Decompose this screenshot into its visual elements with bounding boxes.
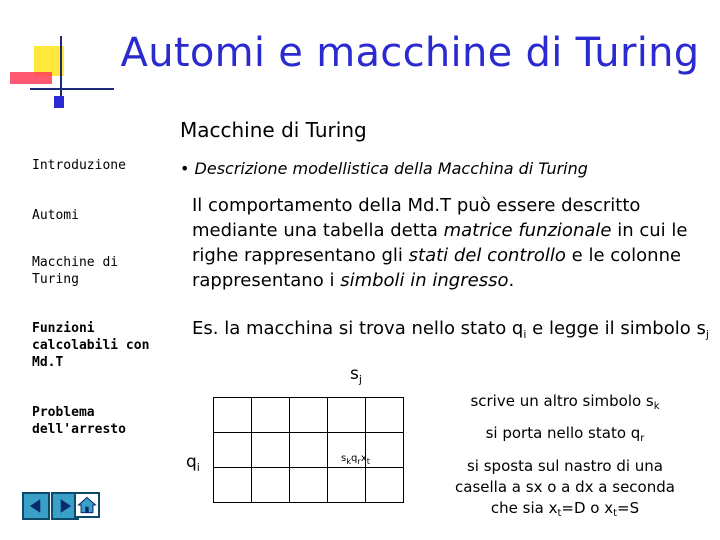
table-cell bbox=[290, 468, 328, 503]
cell-x: x bbox=[360, 453, 367, 464]
functional-matrix bbox=[213, 397, 404, 503]
slide-title: Automi e macchine di Turing bbox=[120, 30, 700, 76]
row-label-sub: i bbox=[196, 461, 200, 474]
column-label-sub: j bbox=[358, 373, 362, 386]
table-cell bbox=[214, 433, 252, 468]
table-row bbox=[214, 398, 404, 433]
logo-red-bar bbox=[10, 72, 52, 84]
action-state-sub: r bbox=[640, 433, 645, 444]
para1-italic-f: simboli in ingresso bbox=[340, 270, 509, 291]
logo-blue-square bbox=[54, 96, 64, 108]
para1-text-g: . bbox=[508, 270, 515, 291]
action-move-text-a: che sia x bbox=[490, 499, 558, 517]
action-state bbox=[450, 424, 680, 444]
para1-text-e: e le colonne rappresentano i bbox=[192, 245, 682, 291]
para2-text-a: Es. la macchina si trova nello stato q bbox=[192, 318, 524, 339]
previous-button[interactable] bbox=[22, 492, 50, 520]
home-icon bbox=[76, 494, 98, 516]
action-write bbox=[440, 392, 690, 412]
row-label-q: q bbox=[186, 452, 197, 472]
action-move-line1: si sposta sul nastro di una bbox=[466, 457, 664, 475]
para1-italic-d: stati del controllo bbox=[408, 245, 566, 266]
action-move bbox=[440, 456, 690, 524]
table-row bbox=[214, 468, 404, 503]
table-cell bbox=[366, 398, 404, 433]
action-move-line3 bbox=[440, 498, 690, 524]
column-label bbox=[350, 364, 362, 386]
paragraph-description bbox=[192, 193, 712, 293]
table-cell bbox=[214, 468, 252, 503]
action-write-sub: k bbox=[653, 401, 660, 412]
logo-horizontal-line bbox=[30, 88, 114, 90]
table-cell bbox=[290, 398, 328, 433]
table-cell bbox=[328, 398, 366, 433]
table-cell bbox=[252, 398, 290, 433]
nav-item-funzioni-calcolabili[interactable]: Funzioni calcolabili con Md.T bbox=[32, 321, 150, 370]
table-cell bbox=[290, 433, 328, 468]
action-move-text-b: =D o x bbox=[561, 499, 614, 517]
table-cell bbox=[366, 468, 404, 503]
cell-sub-k: k bbox=[346, 456, 352, 466]
table-cell bbox=[366, 433, 404, 468]
cell-s: s bbox=[341, 453, 347, 464]
nav-item-automi[interactable]: Automi bbox=[32, 208, 79, 223]
table-cell bbox=[328, 468, 366, 503]
nav-item-introduzione[interactable]: Introduzione bbox=[32, 158, 126, 173]
nav-item-problema-arresto[interactable]: Problema dell'arresto bbox=[32, 405, 126, 437]
decorative-logo bbox=[0, 0, 120, 120]
para1-text-c: in cui le righe rappresentano gli bbox=[192, 220, 688, 266]
table-cell bbox=[214, 398, 252, 433]
paragraph-example bbox=[192, 316, 712, 347]
bullet-point: • Descrizione modellistica della Macchina di Turing bbox=[180, 159, 588, 178]
para2-sub-i: i bbox=[523, 328, 527, 341]
action-state-text: si porta nello stato q bbox=[485, 424, 641, 442]
table-cell bbox=[252, 433, 290, 468]
home-button[interactable] bbox=[74, 492, 100, 518]
row-label bbox=[186, 452, 200, 474]
action-move-sub1: t bbox=[557, 508, 562, 519]
nav-item-macchine-di-turing[interactable]: Macchine di Turing bbox=[32, 255, 119, 287]
cell-sub-t: t bbox=[366, 456, 371, 466]
table-row bbox=[214, 433, 404, 468]
column-label-s: s bbox=[350, 364, 359, 384]
cell-sub-r: r bbox=[357, 456, 361, 466]
para1-italic-b: matrice funzionale bbox=[443, 220, 612, 241]
para1-text-a: Il comportamento della Md.T può essere descritto mediante una tabella detta bbox=[192, 195, 641, 241]
left-arrow-icon bbox=[24, 494, 48, 518]
action-write-text: scrive un altro simbolo s bbox=[470, 392, 654, 410]
para2-text-b: e legge il simbolo s bbox=[526, 318, 706, 339]
para2-sub-j: j bbox=[705, 328, 709, 341]
slide-subtitle: Macchine di Turing bbox=[180, 118, 367, 142]
action-move-line2: casella a sx o a dx a seconda bbox=[455, 478, 675, 496]
action-move-text-c: =S bbox=[617, 499, 640, 517]
cell-q: q bbox=[351, 453, 358, 464]
cell-value bbox=[341, 453, 370, 466]
action-move-sub2: t bbox=[613, 508, 618, 519]
table-cell bbox=[252, 468, 290, 503]
